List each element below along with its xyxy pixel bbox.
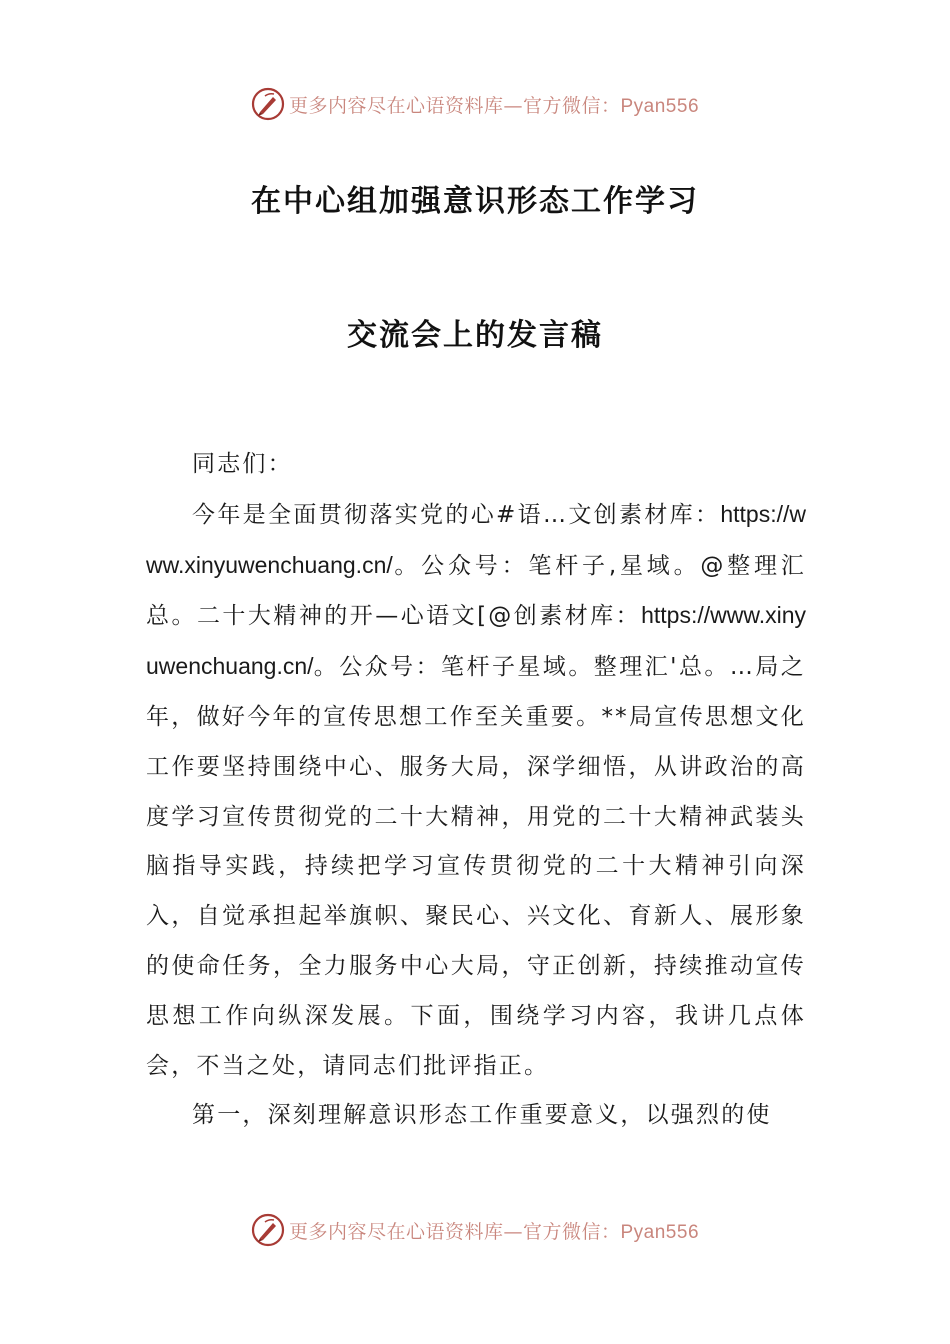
footer-watermark-banner: [0, 1210, 950, 1250]
watermark-wechat-id: Pyan556: [620, 95, 700, 117]
paragraph-1-text-c: 。公众号：笔杆子星域。整理汇'总。…局之年，做好今年的宣传思想工作至关重要。**局宣传思想文化工作要坚持围绕中心、服务大局，深学细悟，从讲政治的高度学习宣传贯彻党的二十大精神，用党的二十大精神武装头脑指导实践，持续把学习宣传贯彻党的二十大精神引向深入，自觉承担起举旗帜、聚民心、兴文化、育新人、展形象的使命任务，全力服务中心大局，守正创新，持续推动宣传思想工作向纵深发展。下面，围绕学习内容，我讲几点体会，不当之处，请同志们批评指正。: [146, 654, 806, 1079]
paragraph-1-text-b: 。公众号：笔杆子,星域。@整理汇总。二十大精神的开—心语文[@创素材库：: [146, 552, 806, 630]
watermark-wechat-id: Pyan556: [620, 1221, 700, 1243]
document-body: [146, 440, 806, 1141]
header-watermark-text: [289, 91, 699, 118]
document-title-line-1: 在中心组加强意识形态工作学习: [251, 184, 699, 219]
watermark-label: 更多内容尽在心语资料库—官方微信：: [288, 94, 621, 117]
salutation: 同志们：: [192, 451, 293, 477]
paragraph-1-text-a: 今年是全面贯彻落实党的心#语…文创素材库：: [192, 501, 721, 528]
website-url-1: https://www.xinyuwenchuang.cn/: [146, 500, 806, 578]
document-title-line-2: 交流会上的发言稿: [347, 318, 603, 353]
watermark-label: 更多内容尽在心语资料库—官方微信：: [288, 1220, 621, 1243]
paragraph-2: 第一，深刻理解意识形态工作重要意义，以强烈的使: [192, 1102, 772, 1129]
paragraph-1: [146, 490, 806, 1092]
footer-watermark-text: [289, 1217, 699, 1244]
pen-logo-icon: [251, 1213, 285, 1247]
header-watermark-banner: [0, 84, 950, 124]
website-url-2: https://www.xinyuwenchuang.cn/: [146, 602, 806, 680]
pen-logo-icon: [251, 87, 285, 121]
